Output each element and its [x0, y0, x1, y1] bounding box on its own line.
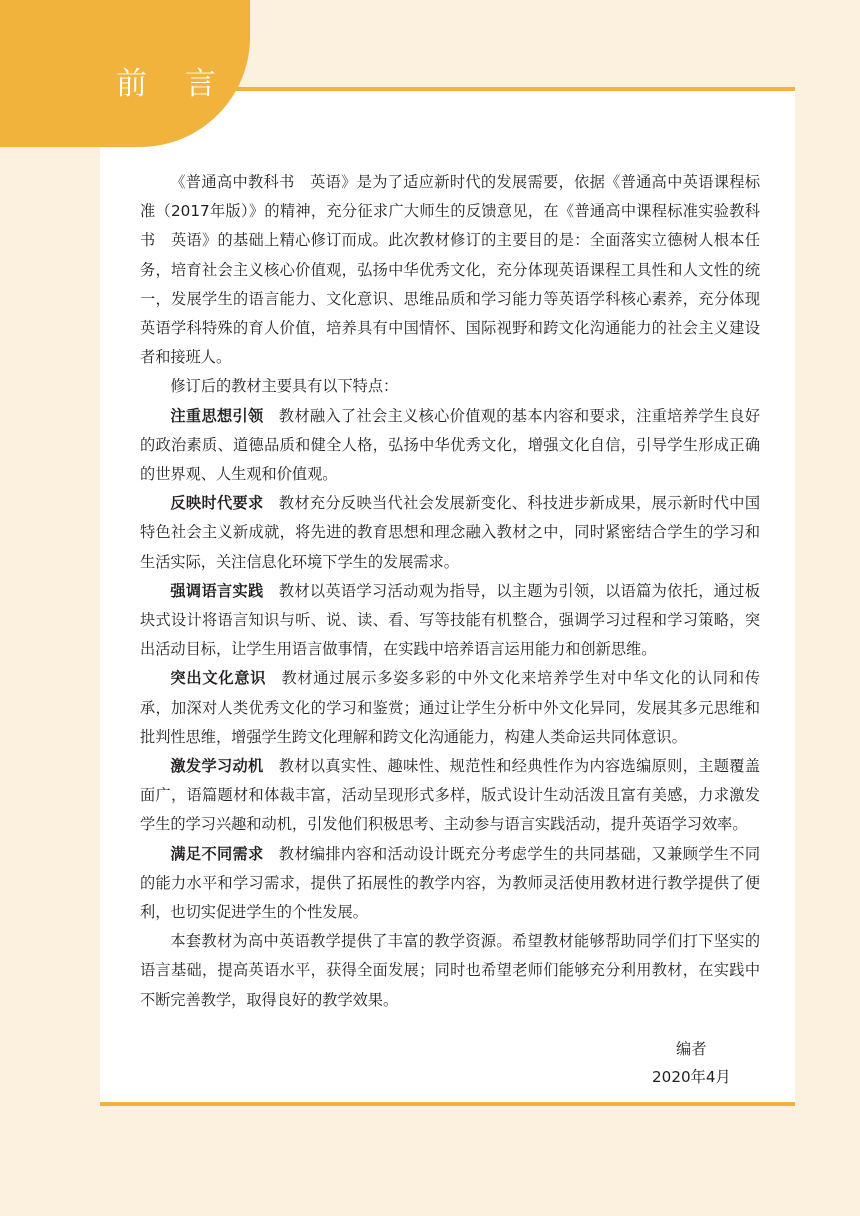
closing-paragraph: 本套教材为高中英语教学提供了丰富的教学资源。希望教材能够帮助同学们打下坚实的语言基础，提高英语水平，获得全面发展；同时也希望老师们能够充分利用教材，在实践中不断完善教学，取得良好的教学效果。 [140, 932, 760, 1009]
feature-paragraph [140, 664, 760, 752]
feature-title: 突出文化意识 [170, 669, 267, 688]
feature-title: 注重思想引领 [170, 406, 264, 425]
feature-text: 教材编排内容和活动设计既充分考虑学生的共同基础，又兼顾学生不同的能力水平和学习需求，提供了拓展性的教学内容，为教师灵活使用教材进行教学提供了便利，也切实促进学生的个性发展。 [140, 844, 761, 922]
feature-paragraph [140, 577, 760, 665]
feature-text: 教材融入了社会主义核心价值观的基本内容和要求，注重培养学生良好的政治素质、道德品质和健全人格，弘扬中华优秀文化，增强文化自信，引导学生形成正确的世界观、人生观和价值观。 [140, 406, 761, 484]
intro-paragraph: 《普通高中教科书 英语》是为了适应新时代的发展需要，依据《普通高中英语课程标准（2017年版）》的精神，充分征求广大师生的反馈意见，在《普通高中课程标准实验教科书 英语》的基础上精心修订而成。此次教材修订的主要目的是：全面落实立德树人根本任务，培育社会主义核心价值观，弘扬中华优秀文化，充分体现英语课程工具性和人文性的统一，发展学生的语言能力、文化意识、思维品质和学习能力等英语学科核心素养，充分体现英语学科特殊的育人价值，培养具有中国情怀、国际视野和跨文化沟通能力的社会主义建设者和接班人。 [140, 173, 760, 367]
feature-paragraph [140, 840, 760, 928]
feature-title: 满足不同需求 [170, 844, 264, 863]
top-rule [200, 87, 795, 91]
feature-paragraph [140, 489, 760, 577]
signature: 编者 [676, 1040, 707, 1058]
date: 2020年4月 [652, 1068, 731, 1086]
bottom-rule [100, 1102, 795, 1106]
feature-text: 教材充分反映当代社会发展新变化、科技进步新成果，展示新时代中国特色社会主义新成就，将先进的教育思想和理念融入教材之中，同时紧密结合学生的学习和生活实际，关注信息化环境下学生的发展需求。 [140, 494, 761, 571]
feature-text: 教材以真实性、趣味性、规范性和经典性作为内容选编原则，主题覆盖面广，语篇题材和体裁丰富，活动呈现形式多样，版式设计生动活泼且富有美感，力求激发学生的学习兴趣和动机，引发他们积极思考、主动参与语言实践活动，提升英语学习效率。 [140, 757, 761, 834]
feature-title: 反映时代要求 [170, 494, 264, 513]
page-title: 前 言 [116, 66, 230, 102]
feature-paragraph [140, 402, 760, 490]
feature-title: 激发学习动机 [170, 757, 264, 776]
feature-paragraph [140, 752, 760, 840]
feature-text: 教材通过展示多姿多彩的中外文化来培养学生对中华文化的认同和传承，加深对人类优秀文化的学习和鉴赏；通过让学生分析中外文化异同，发展其多元思维和批判性思维，增强学生跨文化理解和跨文化沟通能力，构建人类命运共同体意识。 [140, 669, 761, 746]
feature-title: 强调语言实践 [170, 581, 264, 600]
feature-text: 教材以英语学习活动观为指导，以主题为引领，以语篇为依托，通过板块式设计将语言知识与听、说、读、看、写等技能有机整合，强调学习过程和学习策略，突出活动目标，让学生用语言做事情，在实践中培养语言运用能力和创新思维。 [140, 581, 761, 659]
body-text [140, 168, 760, 1015]
features-intro-paragraph: 修订后的教材主要具有以下特点： [170, 377, 399, 396]
